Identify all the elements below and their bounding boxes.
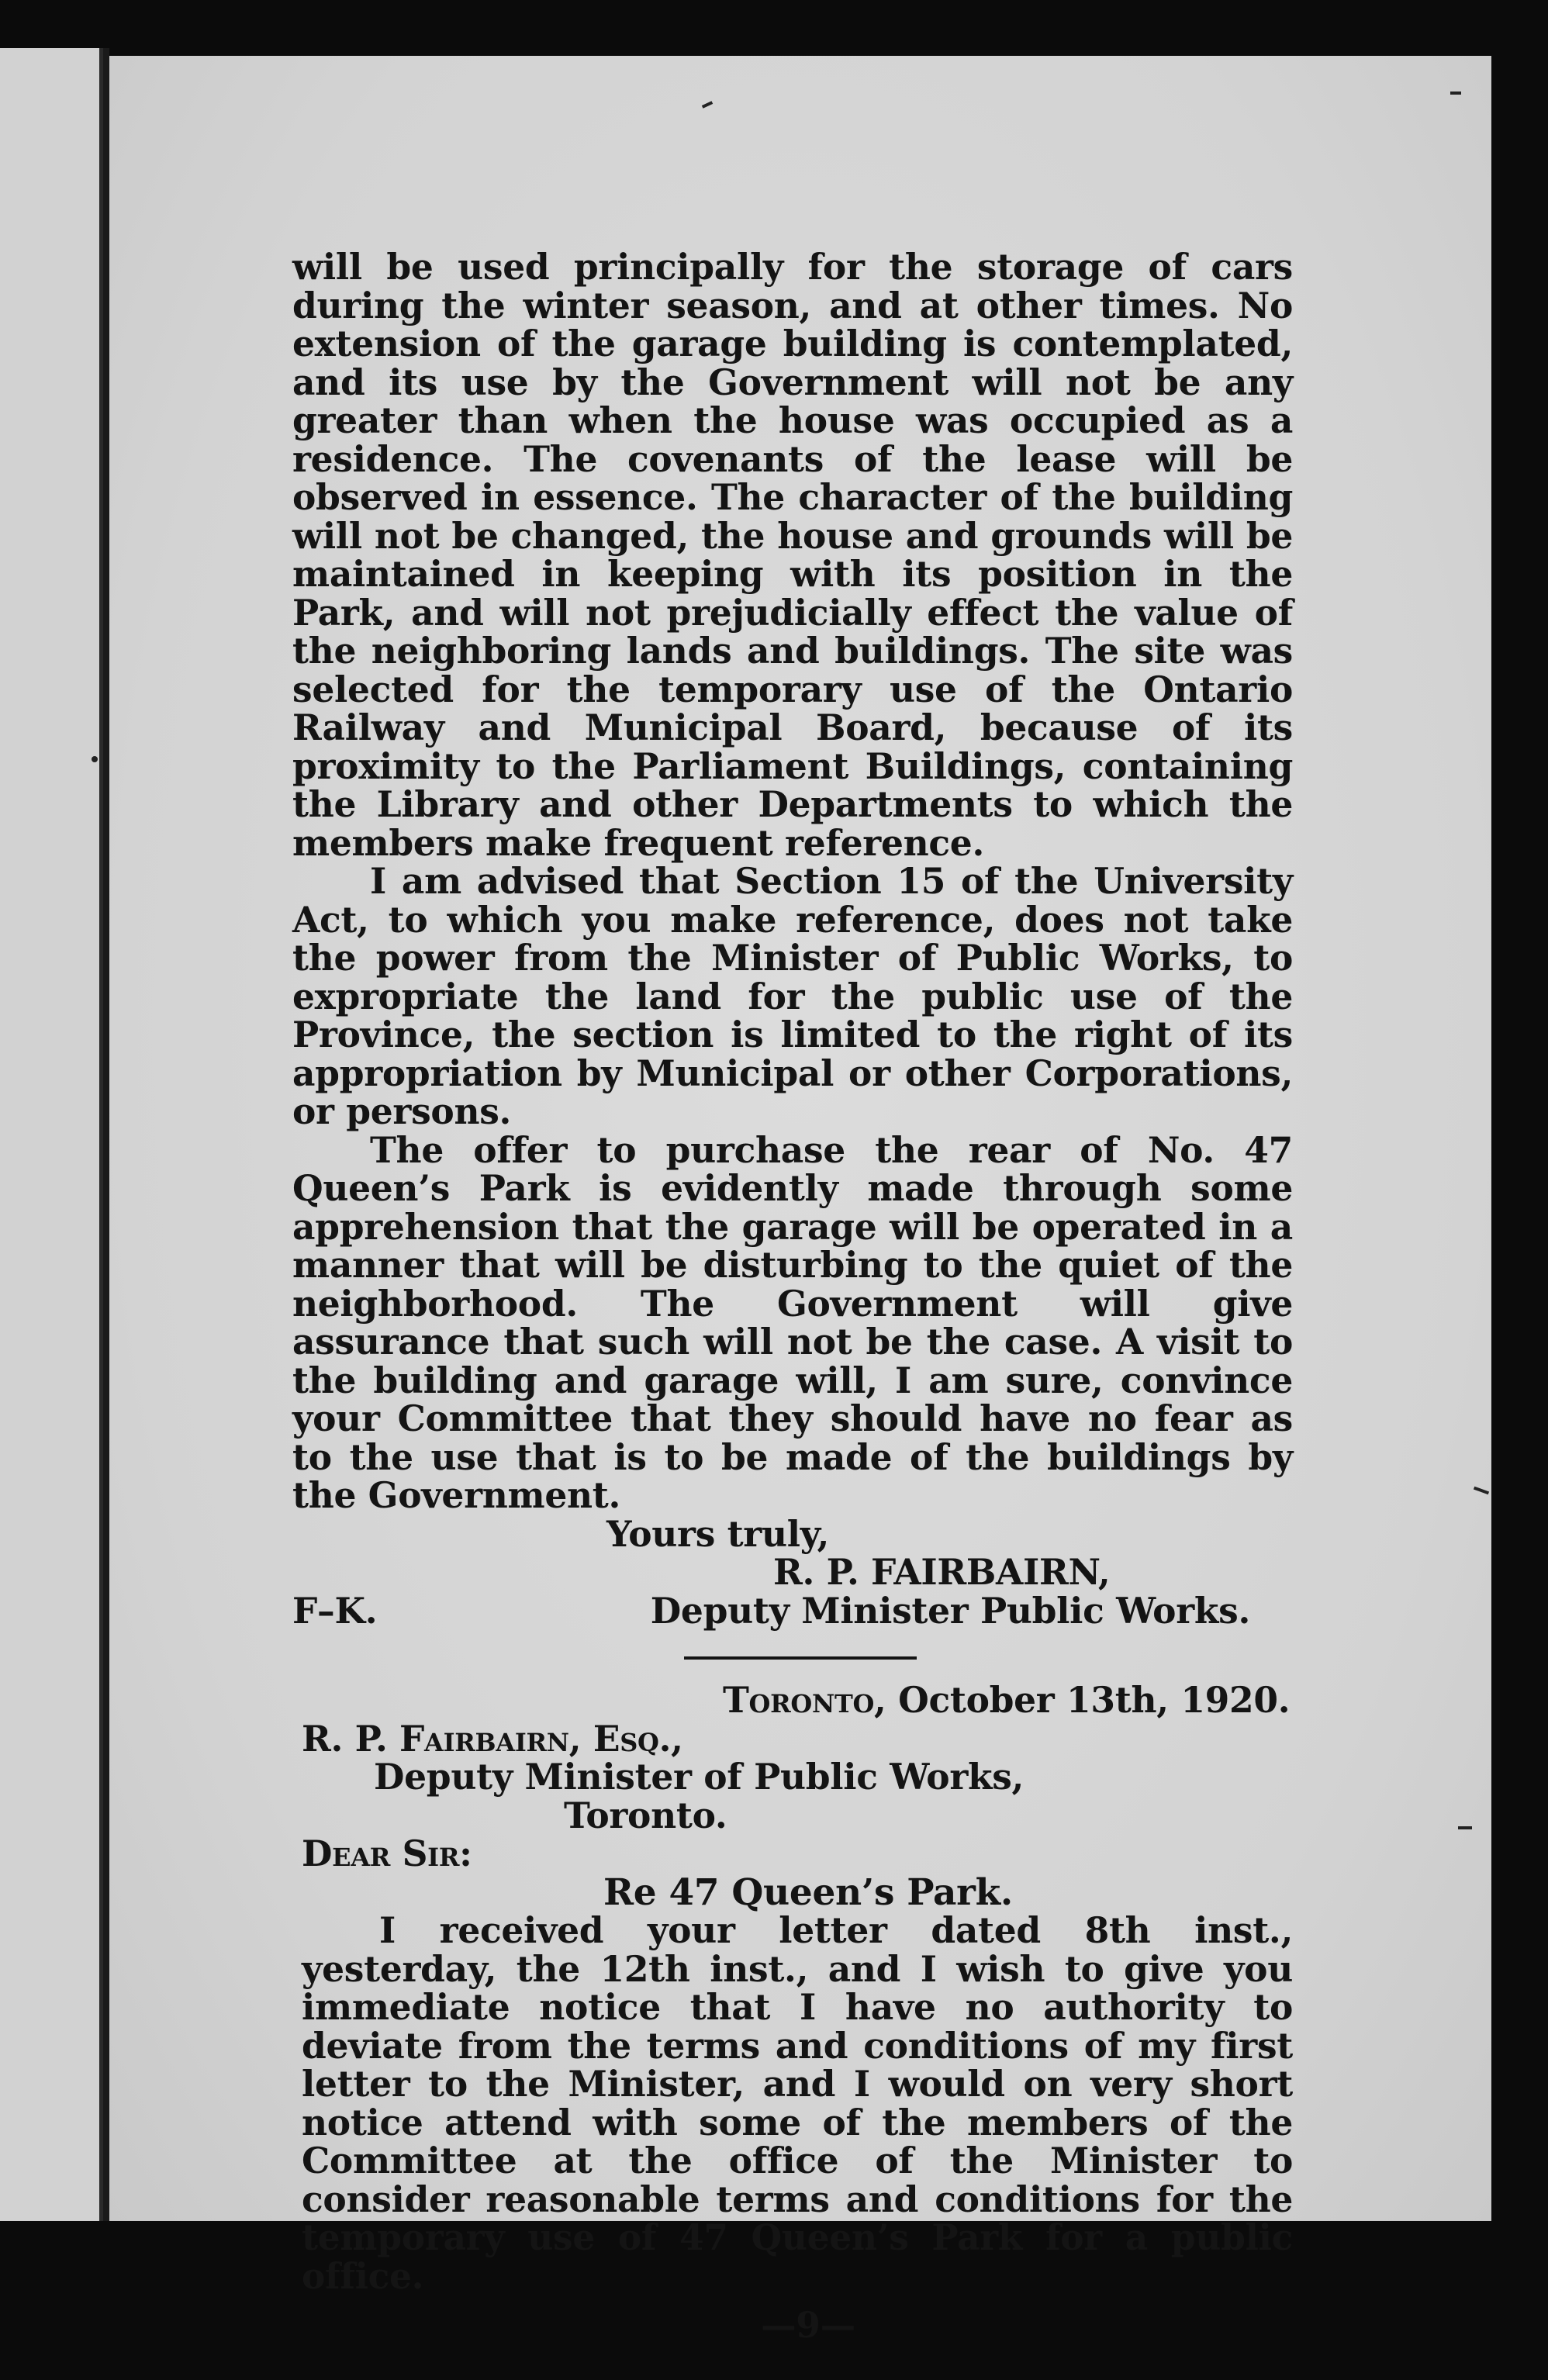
letter2-addressee-name: R. P. Fairbairn, Esq., [302, 1717, 683, 1760]
letter2-salutation: Dear Sir: [302, 1832, 472, 1874]
section-divider [684, 1656, 917, 1660]
letter1-closing: Yours truly, [606, 1512, 830, 1555]
facing-page-edge [0, 48, 103, 2221]
letter2-dateline [292, 1681, 1293, 1720]
scan-speck [92, 756, 98, 762]
page-number: —9— [761, 2304, 855, 2346]
page-text-body [292, 248, 1293, 2380]
letter2-date: October 13th, 1920. [898, 1679, 1291, 1721]
letter2-addressee-city: Toronto. [564, 1794, 727, 1836]
letter2-paragraph-1: I received your letter dated 8th inst., yesterday, the 12th inst., and I wish to give you immediate notice that I have no authority to deviate from the terms and conditions of my first letter to the Minister, and I would on very short notice attend with some of the members of the Committee at the office of the Minister to consider reasonable terms and conditions for the temporary use of 47 Queen’s Park for a public office. [302, 1909, 1293, 2297]
book-gutter [103, 48, 109, 2221]
page-edge-shadow [1491, 56, 1548, 2221]
letter1-paragraph-3: The offer to purchase the rear of No. 47 Queen’s Park is evidently made through some apprehension that the garage will be operated in a manner that will be disturbing to the quiet of the neighborhood. The Government will give assurance that such will not be the case. A visit to the building and garage will, I am sure, convince your Committee that they should have no fear as to the use that is to be made of the buildings by the Government. [292, 1128, 1293, 1516]
letter2-date-city: Toronto, [723, 1679, 886, 1721]
letter1-paragraph-1: will be used principally for the storage of cars during the winter season, and at other times. No extension of the garage building is contemplated, and its use by the Government will not be any greater than when the house was occupied as a residence. The covenants of the lease will be observed in essence. The character of the building will not be changed, the house and grounds will be maintained in keeping with its position in the Park, and will not prejudicially effect the value of the neighboring lands and buildings. The site was selected for the temporary use of the Ontario Railway and Municipal Board, because of its proximity to the Parliament Buildings, containing the Library and other Departments to which the members make frequent reference. [292, 246, 1293, 864]
letter1-signature-row [292, 1589, 1293, 1632]
letter1-signer-title: Deputy Minister Public Works. [650, 1589, 1250, 1632]
scan-speck [1450, 92, 1461, 95]
letter1-initials: F–K. [292, 1589, 378, 1632]
scan-speck [1458, 1826, 1472, 1829]
letter1-signer: R. P. FAIRBAIRN, [773, 1551, 1111, 1593]
letter2-addressee-title: Deputy Minister of Public Works, [374, 1756, 1025, 1798]
letter2-subject: Re 47 Queen’s Park. [603, 1870, 1013, 1914]
letter1-paragraph-2: I am advised that Section 15 of the University Act, to which you make reference, does not take the power from the Minister of Public Works, to expropriate the land for the public use of the Province, the section is limited to the right of its appropriation by Municipal or other Corporations, or persons. [292, 860, 1293, 1132]
